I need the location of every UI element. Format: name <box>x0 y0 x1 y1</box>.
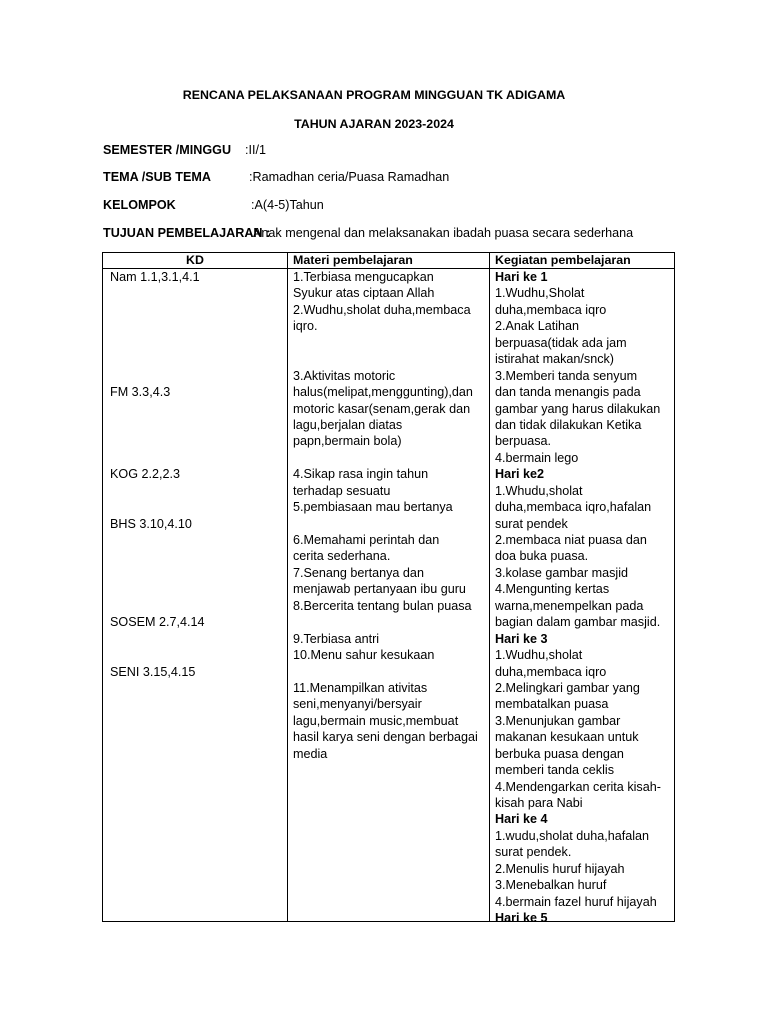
column-divider <box>287 253 288 921</box>
table-line: berpuasa(tidak ada jam <box>495 335 627 350</box>
table-line <box>293 450 487 466</box>
table-line: 2.Menulis huruf hijayah <box>495 861 625 876</box>
table-line: 1.Wudhu,Sholat <box>495 286 585 301</box>
table-line: dan tanda menangis pada <box>495 385 641 400</box>
table-line: terhadap sesuatu <box>293 483 391 498</box>
table-line: SOSEM 2.7,4.14 <box>110 615 205 630</box>
table-line: menjawab pertanyaan ibu guru <box>293 582 466 597</box>
table-line: dan tidak dilakukan Ketika <box>495 417 642 432</box>
table-line <box>293 351 487 367</box>
materi-column <box>293 269 487 762</box>
day-heading: Hari ke 4 <box>495 812 548 827</box>
table-line: hasil karya seni dengan berbagai <box>293 730 478 745</box>
table-line: halus(melipat,menggunting),dan <box>293 385 473 400</box>
table-line: 6.Memahami perintah dan <box>293 533 440 547</box>
table-line: lagu,berjalan diatas <box>293 417 403 432</box>
column-header-kegiatan: Kegiatan pembelajaran <box>495 253 631 267</box>
table-line: 2.membaca niat puasa dan <box>495 533 647 547</box>
table-line: warna,menempelkan pada <box>495 598 644 613</box>
tujuan-label: TUJUAN PEMBELAJARAN : <box>103 226 271 240</box>
table-line <box>110 499 285 515</box>
table-line <box>110 631 285 647</box>
table-line: lagu,bermain music,membuat <box>293 713 459 728</box>
column-header-materi: Materi pembelajaran <box>293 253 413 267</box>
table-line: 2.Melingkari gambar yang <box>495 680 640 695</box>
document-title: RENCANA PELAKSANAAN PROGRAM MINGGUAN TK ADIGAMA <box>182 88 566 102</box>
day-heading: Hari ke 1 <box>495 270 548 284</box>
table-line: gambar yang harus dilakukan <box>495 401 661 416</box>
table-line <box>110 351 285 367</box>
table-line: memberi tanda ceklis <box>495 763 614 778</box>
table-line: Nam 1.1,3.1,4.1 <box>110 270 200 284</box>
semester-label: SEMESTER /MINGGU <box>103 143 232 157</box>
table-line: FM 3.3,4.3 <box>110 385 171 400</box>
table-line <box>110 285 285 301</box>
table-line: makanan kesukaan untuk <box>495 730 639 745</box>
table-line: 1.Terbiasa mengucapkan <box>293 270 434 284</box>
table-line: membatalkan puasa <box>495 697 609 712</box>
table-line: Syukur atas ciptaan Allah <box>293 286 435 301</box>
table-line: istirahat makan/snck) <box>495 352 614 367</box>
tema-value: :Ramadhan ceria/Puasa Ramadhan <box>249 170 450 184</box>
table-line <box>110 335 285 351</box>
table-line <box>110 483 285 499</box>
table-line: 8.Bercerita tentang bulan puasa <box>293 598 472 613</box>
table-line: 1.Whudu,sholat <box>495 483 583 498</box>
table-line: 1.wudu,sholat duha,hafalan <box>495 828 650 843</box>
table-line <box>110 450 285 466</box>
table-line <box>110 647 285 663</box>
table-line: 4.Mengunting kertas <box>495 582 610 597</box>
column-header-kd: KD <box>186 253 204 267</box>
table-line <box>293 335 487 351</box>
table-line: duha,membaca iqro,hafalan <box>495 500 652 515</box>
table-line: 4.bermain lego <box>495 450 579 465</box>
table-line: SENI 3.15,4.15 <box>110 664 196 679</box>
table-line: 3.kolase gambar masjid <box>495 565 628 580</box>
table-line: surat pendek <box>495 516 568 531</box>
table-line <box>293 614 487 630</box>
kelompok-value: :A(4-5)Tahun <box>251 198 324 212</box>
table-line: 3.Menebalkan huruf <box>495 878 607 893</box>
plan-table <box>102 252 675 926</box>
kelompok-label: KELOMPOK <box>103 198 176 212</box>
academic-year: TAHUN AJARAN 2023-2024 <box>294 117 454 131</box>
table-line <box>110 401 285 417</box>
table-line: berpuasa. <box>495 434 552 449</box>
day-heading: Hari ke 3 <box>495 631 548 646</box>
table-line: kisah para Nabi <box>495 796 583 810</box>
table-line <box>110 565 285 581</box>
kegiatan-column <box>495 269 673 927</box>
table-line: 10.Menu sahur kesukaan <box>293 648 435 663</box>
table-line: papn,bermain bola) <box>293 434 402 449</box>
table-line <box>110 368 285 384</box>
table-line: 7.Senang bertanya dan <box>293 565 424 580</box>
table-line <box>110 302 285 318</box>
table-line: doa buka puasa. <box>495 549 589 564</box>
table-line: bagian dalam gambar masjid. <box>495 615 661 630</box>
day-heading: Hari ke2 <box>495 467 545 482</box>
table-line <box>293 516 487 532</box>
table-line <box>110 417 285 433</box>
table-line: motoric kasar(senam,gerak dan <box>293 401 471 416</box>
tema-label: TEMA /SUB TEMA <box>103 170 211 184</box>
table-line: 3.Menunjukan gambar <box>495 713 621 728</box>
table-line <box>110 581 285 597</box>
tujuan-value: Anak mengenal dan melaksanakan ibadah puasa secara sederhana <box>253 226 634 240</box>
table-line <box>293 664 487 680</box>
table-line: berbuka puasa dengan <box>495 746 624 761</box>
table-line: media <box>293 746 328 761</box>
table-line: 1.Wudhu,sholat <box>495 648 583 663</box>
table-line: seni,menyanyi/bersyair <box>293 697 422 712</box>
table-line: 4.bermain fazel huruf hijayah <box>495 894 657 909</box>
table-line <box>110 548 285 564</box>
table-line: iqro. <box>293 319 318 334</box>
day-heading: Hari ke 5 <box>495 911 548 926</box>
table-line: 11.Menampilkan ativitas <box>293 680 428 695</box>
table-line: 4.Mendengarkan cerita kisah- <box>495 779 661 794</box>
column-divider <box>489 253 490 921</box>
table-line <box>110 318 285 334</box>
table-line: KOG 2.2,2.3 <box>110 467 181 482</box>
table-line: 2.Anak Latihan <box>495 319 580 334</box>
table-line: duha,membaca iqro <box>495 664 607 679</box>
table-line <box>110 532 285 548</box>
semester-value: :II/1 <box>245 143 266 157</box>
table-line <box>110 598 285 614</box>
table-line: 2.Wudhu,sholat duha,membaca <box>293 302 471 317</box>
table-line: BHS 3.10,4.10 <box>110 516 192 531</box>
table-line <box>110 433 285 449</box>
table-line: cerita sederhana. <box>293 549 391 564</box>
table-line: 3.Aktivitas motoric <box>293 368 396 383</box>
kd-column <box>110 269 285 680</box>
table-line: 5.pembiasaan mau bertanya <box>293 500 453 515</box>
table-line: duha,membaca iqro <box>495 302 607 317</box>
table-line: 9.Terbiasa antri <box>293 631 380 646</box>
table-line: surat pendek. <box>495 845 572 860</box>
table-line: 4.Sikap rasa ingin tahun <box>293 467 429 482</box>
table-line: 3.Memberi tanda senyum <box>495 368 638 383</box>
